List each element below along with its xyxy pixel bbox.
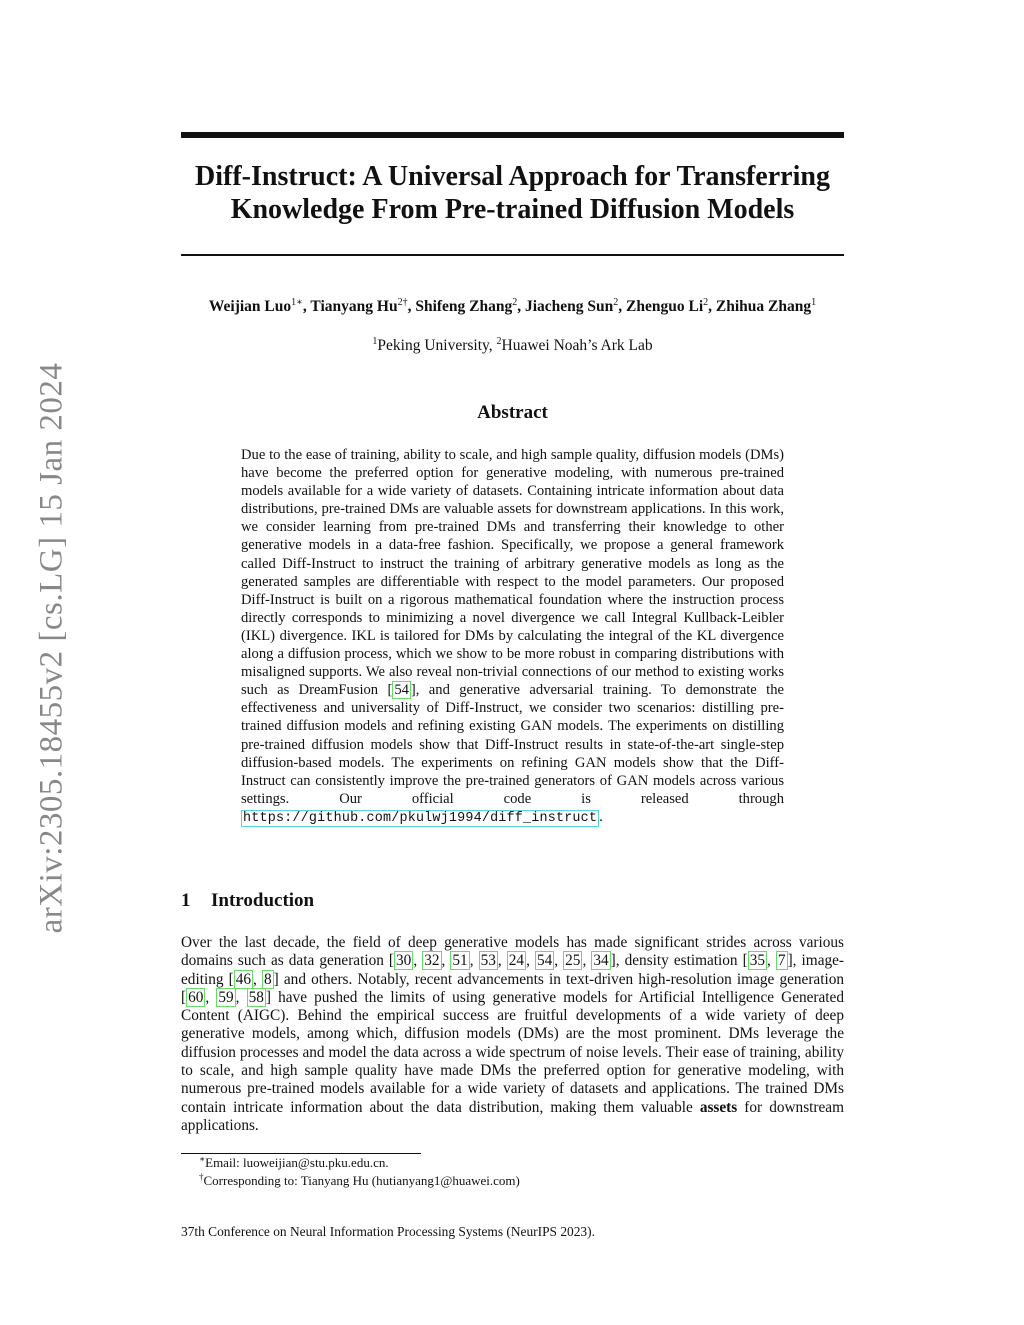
title-bottom-rule <box>181 254 844 256</box>
author-affiliation-mark: 2 <box>703 297 709 308</box>
author-name: Zhenguo Li <box>626 298 704 315</box>
footnote-rule <box>181 1153 421 1154</box>
citation-link[interactable]: 60 <box>188 988 204 1006</box>
affiliation-name: Peking University, <box>377 337 493 354</box>
author-affiliation-mark: 2† <box>397 297 408 308</box>
citation-link[interactable]: 46 <box>235 970 252 988</box>
affiliations <box>181 337 844 355</box>
intro-text: for downstream applications. <box>181 1098 844 1134</box>
citation-link[interactable]: 51 <box>452 952 468 970</box>
citation-link[interactable]: 32 <box>424 952 440 970</box>
abstract-text: ], and generative adversarial training. To demonstrate the effectiveness and universality of Diff-Instruct, we consider two scenarios: distilling pre-trained diffusion models and refining existing GAN models. The experiments on distilling pre-trained diffusion models show that Diff-Instruct results in state-of-the-art single-step diffusion-based models. The experiments on refining GAN models show that the Diff-Instruct can consistently improve the pre-trained generators of GAN models across various settings. Our official code is released through <box>241 682 784 807</box>
author-affiliation-mark: 2 <box>613 297 619 308</box>
intro-text: ], density estimation [ <box>610 952 748 970</box>
author-name: Zhihua Zhang <box>715 298 812 315</box>
title-top-rule <box>181 132 844 138</box>
section-number: 1 <box>181 890 191 911</box>
citation-link[interactable]: 54 <box>394 682 409 699</box>
arxiv-identifier: arXiv:2305.18455v2 [cs.LG] 15 Jan 2024 <box>33 362 70 934</box>
title-line-2: Knowledge From Pre-trained Diffusion Models <box>230 194 795 225</box>
intro-text: ], image-editing [ <box>181 952 845 988</box>
footnote-text: Email: luoweijian@stu.pku.edu.cn. <box>205 1155 389 1170</box>
paper-title <box>181 160 844 226</box>
intro-text: ] have pushed the limits of using generative models for Artificial Intelligence Generated Content (AIGC). Behind the empirical success are fruitful developments of a wide variety of deep generative models, among which, diffusion models (DMs) are the most prominent. DMs leverage the diffusion processes and model the data across a wide spectrum of noise levels. Their ease of training, ability to scale, and high sample quality have made DMs the preferred option for generative modeling, with numerous pre-trained models available for a wide variety of datasets and applications. The trained DMs contain intricate information about the data distribution, making them valuable <box>181 988 844 1116</box>
section-title: Introduction <box>211 890 315 911</box>
abstract-heading: Abstract <box>477 402 548 423</box>
citation-link[interactable]: 54 <box>536 952 553 970</box>
footnote-text: Corresponding to: Tianyang Hu (hutianyang1@huawei.com) <box>203 1173 520 1188</box>
citation-link[interactable]: 34 <box>593 952 609 970</box>
introduction-paragraph: Over the last decade, the field of deep generative models has made significant strides across various domains such as data generation [ 30 , 32 , 51 , 53 , 24 , 54 , 25 , 34 ], density estimation [ 35 , 7 ], image-editing [ 46 , 8 ] and others. Notably, recent advancements in text-driven high-resolution image generation [ 60 , 59 , 58 ] have pushed the limits of using generative models for Artificial Intelligence Generated Content (AIGC). Behind the empirical success are fruitful developments of a wide variety of deep generative models, among which, diffusion models (DMs) are the most prominent. DMs leverage the diffusion processes and model the data across a wide spectrum of noise levels. Their ease of training, ability to scale, and high sample quality have made DMs the preferred option for generative modeling, with numerous pre-trained models available for a wide variety of datasets and applications. The trained DMs contain intricate information about the data distribution, making them valuable assets for downstream applications. <box>181 934 845 1134</box>
footnote-email <box>199 1155 389 1171</box>
affiliation-mark: 1 <box>372 336 378 347</box>
section-heading-introduction <box>181 890 314 912</box>
footnote-corresponding <box>199 1173 520 1189</box>
abstract-body <box>241 446 784 828</box>
citation-link[interactable]: 53 <box>480 952 496 970</box>
title-line-1: Diff-Instruct: A Universal Approach for Transferring <box>195 161 830 192</box>
abstract-text-end: . <box>599 808 603 825</box>
citation-link[interactable]: 24 <box>508 952 525 970</box>
author-name: Shifeng Zhang <box>415 298 513 315</box>
citation-link[interactable]: 25 <box>565 952 581 970</box>
author-name: Jiacheng Sun <box>525 298 614 315</box>
abstract-text: Due to the ease of training, ability to scale, and high sample quality, diffusion models (DMs) have become the preferred option for generative modeling, with numerous pre-trained models available for a wide variety of datasets. Containing intricate information about data distributions, pre-trained DMs are valuable assets for downstream applications. In this work, we consider learning from pre-trained DMs and transferring their knowledge to other generative models in a data-free fashion. Specifically, we propose a general framework called Diff-Instruct to instruct the training of arbitrary generative models as long as the generated samples are differentiable with respect to the model parameters. Our proposed Diff-Instruct is built on a rigorous mathematical foundation where the instruction process directly corresponds to minimizing a novel divergence we call Integral Kullback-Leibler (IKL) divergence. IKL is tailored for DMs by calculating the integral of the KL divergence along a diffusion process, which we show to be more robust in comparing distributions with misaligned supports. We also reveal non-trivial connections of our method to existing works such as DreamFusion [ <box>241 447 784 699</box>
author-affiliation-mark: 2 <box>512 297 518 308</box>
citation-link[interactable]: 58 <box>248 988 264 1006</box>
affiliation-name: Huawei Noah’s Ark Lab <box>501 337 653 354</box>
citation-link[interactable]: 30 <box>396 952 412 970</box>
code-url-link[interactable]: https://github.com/pkulwj1994/diff_instruct <box>243 810 598 826</box>
author-name: Weijian Luo <box>208 298 292 315</box>
intro-text: Over the last decade, the field of deep generative models has made significant strides across various domains such as data generation [ <box>181 934 844 970</box>
author-affiliation-mark: 1 <box>811 297 817 308</box>
intro-bold-term: assets <box>699 1098 738 1116</box>
conference-venue: 37th Conference on Neural Information Processing Systems (NeurIPS 2023). <box>181 1224 595 1239</box>
footnote-mark: ∗ <box>199 1154 206 1164</box>
citation-link[interactable]: 8 <box>264 970 272 988</box>
affiliation-mark: 2 <box>496 336 502 347</box>
intro-text: ] and others. Notably, recent advancements in text-driven high-resolution image generation [ <box>181 970 845 1006</box>
citation-link[interactable]: 7 <box>777 952 786 970</box>
author-affiliation-mark: 1∗ <box>291 297 303 308</box>
author-list: Weijian Luo$^{1∗}$, Tianyang $Hu^{2\dagger}$, Shifeng Zhang$^2$, Jiacheng Sun$^2$, Zhenguo Li$^2$, Zhihua Zhang$^1$ <box>208 297 817 315</box>
footnote-mark: † <box>199 1172 204 1182</box>
citation-link[interactable]: 59 <box>218 988 234 1006</box>
author-name: Tianyang Hu <box>310 298 398 315</box>
citation-link[interactable]: 35 <box>749 952 766 970</box>
